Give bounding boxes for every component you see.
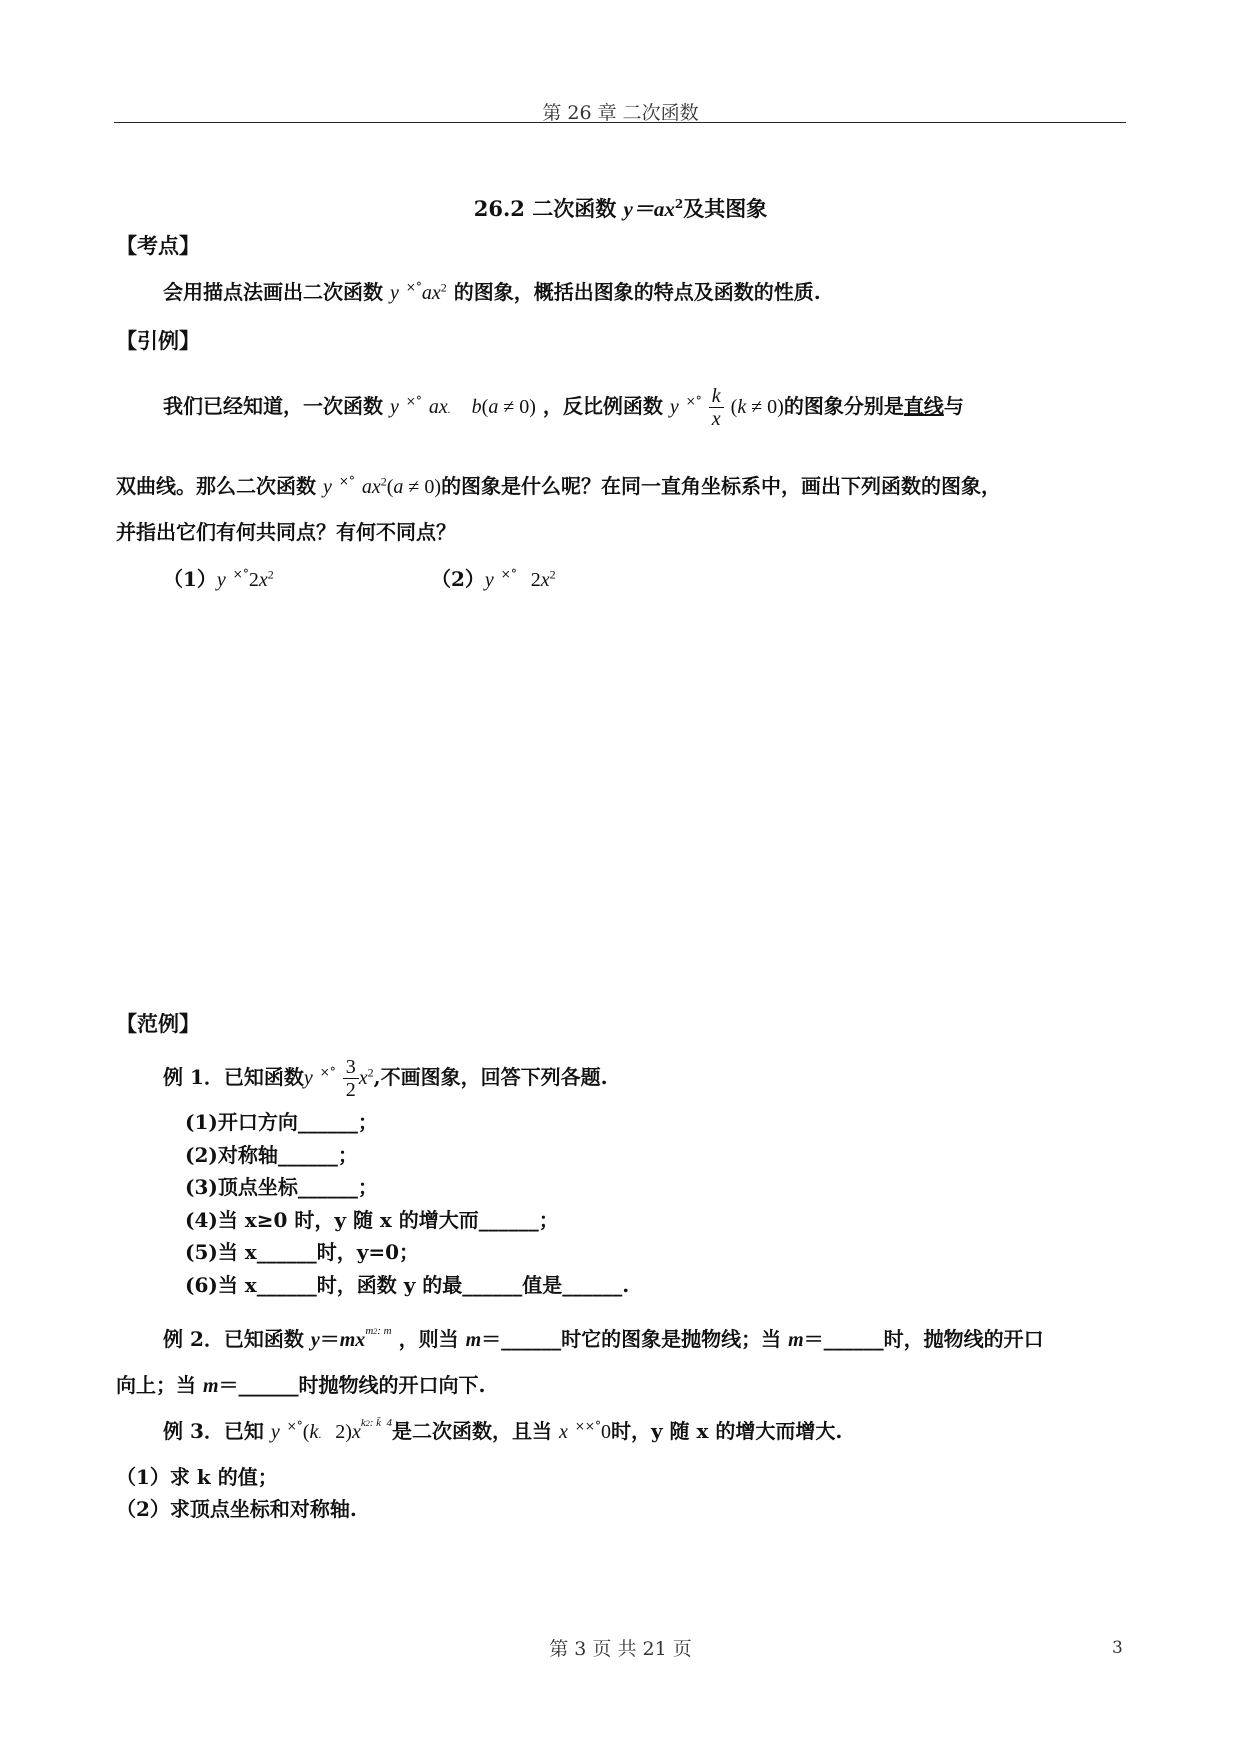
kaodian-text-b: 的图象，概括出图象的特点及函数的性质. bbox=[453, 280, 821, 304]
yinli-line2-b: 的图象是什么呢？在同一直角坐标系中，画出下列函数的图象， bbox=[441, 474, 1002, 498]
yinli-line2-a: 双曲线。那么二次函数 bbox=[116, 474, 316, 498]
item-1-label: （1） bbox=[163, 567, 217, 591]
chapter-header: 第 26 章 二次函数 bbox=[542, 102, 699, 124]
heading-kaodian: 【考点】 bbox=[116, 233, 200, 258]
yinli-line1-a: 我们已经知道，一次函数 bbox=[163, 394, 383, 418]
yinli-line1-b: ，反比例函数 bbox=[542, 394, 663, 418]
garbled-symbol: ×° bbox=[405, 394, 422, 408]
heading-fanli: 【范例】 bbox=[116, 1011, 200, 1036]
item-2-label: （2） bbox=[431, 567, 485, 591]
garbled-symbol: ×° bbox=[232, 567, 249, 581]
heading-yinli: 【引例】 bbox=[116, 328, 200, 353]
formula-ax: ax bbox=[421, 282, 441, 304]
section-title-prefix: 二次函数 bbox=[532, 196, 617, 221]
example-2-d: ______时，抛物线的开口 bbox=[823, 1327, 1044, 1351]
question-item: (1)开口方向______； bbox=[185, 1110, 378, 1134]
fraction-3-over-2: $\frac{3}{2}$ bbox=[343, 1056, 359, 1101]
garbled-symbol: ×° bbox=[286, 1419, 303, 1433]
formula-ax: ax. bbox=[428, 396, 451, 418]
garbled-symbol: ×° bbox=[338, 474, 355, 488]
example-1-b: ,不画图象，回答下列各题. bbox=[373, 1065, 608, 1089]
question-item: (6)当 x______时，函数 y 的最______值是______. bbox=[185, 1272, 630, 1297]
example-2-e: ______时抛物线的开口向下. bbox=[238, 1373, 486, 1397]
formula-y-inverse: y bbox=[669, 396, 679, 418]
header-divider bbox=[114, 122, 1126, 123]
example-2: 例 2．已知函数 $y=mx^{m2: m}$ ，则当 m＝______时它的图象是抛物线；当 m＝______时，抛物线的开口 bbox=[163, 1325, 1044, 1351]
formula-y: y bbox=[389, 282, 399, 304]
question-item: (4)当 x≥0 时，y 随 x 的增大而______； bbox=[185, 1207, 559, 1232]
example-1-questions bbox=[185, 1106, 629, 1301]
section-title-suffix: 及其图象 bbox=[683, 196, 768, 221]
section-title bbox=[0, 193, 1241, 223]
section-title-exp: 2 bbox=[674, 197, 684, 211]
section-number: 26.2 bbox=[473, 196, 525, 221]
garbled-symbol: ××° bbox=[574, 1419, 601, 1433]
garbled-symbol: ×° bbox=[500, 567, 517, 581]
garbled-symbol: ×° bbox=[319, 1065, 336, 1079]
example-3-a: 例 3．已知 bbox=[163, 1419, 264, 1443]
formula-b: b bbox=[471, 396, 482, 418]
yinli-item-1: （1）y $^{\times^\circ}2x^2$ bbox=[163, 567, 274, 591]
example-1: 例 1．已知函数y ×° $\frac{3}{2}$ $x^2$,不画图象，回答下列各题. bbox=[163, 1056, 608, 1101]
yinli-line1-d: 与 bbox=[943, 394, 964, 418]
page-number: 3 bbox=[1112, 1638, 1123, 1658]
example-2-line-2: 向上；当 m＝______时抛物线的开口向下. bbox=[116, 1373, 486, 1397]
kaodian-text-a: 会用描点法画出二次函数 bbox=[163, 280, 383, 304]
example-2-b: ，则当 bbox=[398, 1327, 459, 1351]
question-item: (3)顶点坐标______； bbox=[185, 1175, 378, 1199]
fraction-k-over-x: $\frac{k}{x}$ bbox=[709, 385, 724, 430]
example-2-c: ______时它的图象是抛物线；当 bbox=[501, 1327, 782, 1351]
kaodian-text: 会用描点法画出二次函数 y $^{\times^\circ}ax^2$ 的图象，概括出图象的特点及函数的性质. bbox=[163, 280, 821, 304]
yinli-line1-c: 的图象分别是 bbox=[783, 394, 904, 418]
example-3-c: 时，y 随 x 的增大而增大. bbox=[610, 1419, 843, 1443]
example-3: 例 3．已知 y ×°(k. $2)x^{k2: k̄ 4}$是二次函数，且当 x ××°0时，y 随 x 的增大而增大. bbox=[163, 1417, 843, 1443]
question-item: (5)当 x______时，y=0； bbox=[185, 1240, 420, 1264]
yinli-item-2: （2）y ×° $2x^2$ bbox=[431, 567, 556, 591]
section-title-formula: y＝ax bbox=[623, 197, 675, 221]
underlined-straight-line: 直线 bbox=[903, 394, 944, 418]
example-2-a: 例 2．已知函数 bbox=[163, 1327, 304, 1351]
example-3-question-1: （1）求 k 的值； bbox=[116, 1465, 278, 1489]
garbled-symbol: ×° bbox=[685, 394, 702, 408]
yinli-line-2: 双曲线。那么二次函数 y ×° $ax^2(a \ne 0)$的图象是什么呢？在同一直角坐标系中，画出下列函数的图象， bbox=[116, 474, 1002, 498]
example-1-a: 例 1．已知函数 bbox=[163, 1065, 304, 1089]
formula-y-linear: y bbox=[389, 396, 399, 418]
example-3-question-2: （2）求顶点坐标和对称轴. bbox=[116, 1497, 357, 1521]
question-item: (2)对称轴______； bbox=[185, 1142, 358, 1167]
example-3-b: 是二次函数，且当 bbox=[392, 1419, 553, 1443]
yinli-line-1: 我们已经知道，一次函数 y ×° ax. b(a ≠ 0) ，反比例函数 y ×° $\frac{k}{x}$ (k ≠ 0)的图象分别是直线与 bbox=[163, 385, 964, 430]
example-2-line2: 向上；当 bbox=[116, 1373, 196, 1397]
garbled-symbol: ×° bbox=[405, 280, 422, 294]
yinli-line-3: 并指出它们有何共同点？有何不同点？ bbox=[116, 520, 456, 544]
page-footer: 第 3 页 共 21 页 bbox=[549, 1638, 692, 1660]
